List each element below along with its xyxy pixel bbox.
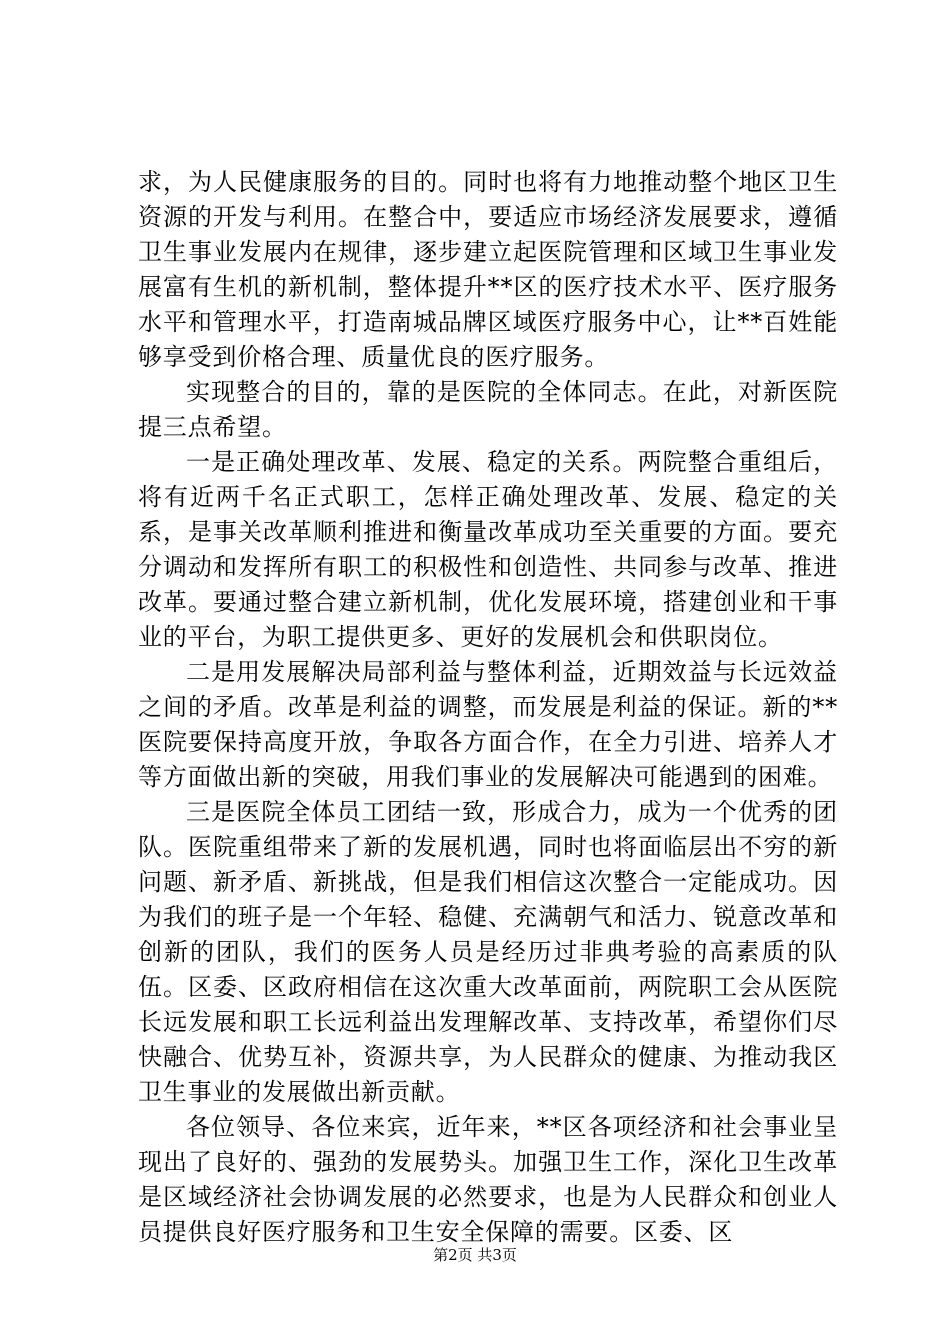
paragraph-5: 三是医院全体员工团结一致，形成合力，成为一个优秀的团队。医院重组带来了新的发展机遇，同时也将面临层出不穷的新问题、新矛盾、新挑战，但是我们相信这次整合一定能成功。因为我们的班子是一个年轻、稳健、充满朝气和活力、锐意改革和创新的团队，我们的医务人员是经历过非典考验的高素质的队伍。区委、区政府相信在这次重大改革面前，两院职工会从医院长远发展和职工长远利益出发理解改革、支持改革，希望你们尽快融合、优势互补，资源共享，为人民群众的健康、为推动我区卫生事业的发展做出新贡献。 (138, 798, 838, 1106)
paragraph-4: 二是用发展解决局部利益与整体利益，近期效益与长远效益之间的矛盾。改革是利益的调整，而发展是利益的保证。新的**医院要保持高度开放，争取各方面合作，在全力引进、培养人才等方面做出新的突破，用我们事业的发展解决可能遇到的困难。 (138, 658, 838, 791)
paragraph-2: 实现整合的目的，靠的是医院的全体同志。在此，对新医院提三点希望。 (138, 378, 838, 441)
paragraph-1: 求，为人民健康服务的目的。同时也将有力地推动整个地区卫生资源的开发与利用。在整合中，要适应市场经济发展要求，遵循卫生事业发展内在规律，逐步建立起医院管理和区域卫生事业发展富有生机的新机制，整体提升**区的医疗技术水平、医疗服务水平和管理水平，打造南城品牌区域医疗服务中心，让**百姓能够享受到价格合理、质量优良的医疗服务。 (138, 168, 838, 371)
paragraph-3: 一是正确处理改革、发展、稳定的关系。两院整合重组后，将有近两千名正式职工，怎样正确处理改革、发展、稳定的关系，是事关改革顺利推进和衡量改革成功至关重要的方面。要充分调动和发挥所有职工的积极性和创造性、共同参与改革、推进改革。要通过整合建立新机制，优化发展环境，搭建创业和干事业的平台，为职工提供更多、更好的发展机会和供职岗位。 (138, 448, 838, 651)
page-footer: 第2页 共3页 (433, 1246, 517, 1264)
body-text (138, 165, 838, 1250)
paragraph-6: 各位领导、各位来宾，近年来，**区各项经济和社会事业呈现出了良好的、强劲的发展势头。加强卫生工作，深化卫生改革是区域经济社会协调发展的必然要求，也是为人民群众和创业人员提供良好医疗服务和卫生安全保障的需要。区委、区 (138, 1113, 838, 1246)
